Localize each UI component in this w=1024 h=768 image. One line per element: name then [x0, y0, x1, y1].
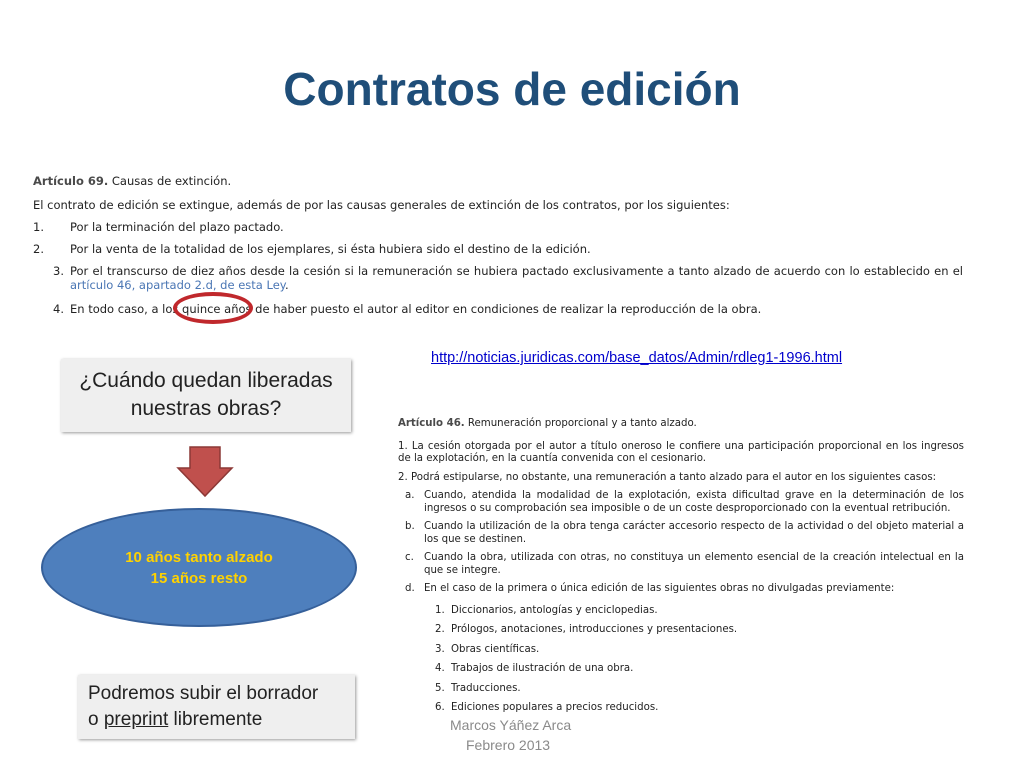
- article-69-intro: El contrato de edición se extingue, además de por las causas generales de extinción de los contratos, por los siguientes:: [33, 198, 730, 212]
- article-69-list: [33, 220, 963, 316]
- work-item: 3. Obras científicas.: [435, 643, 540, 655]
- case-item: a. Cuando, atendida la modalidad de la explotación, exista dificultad grave en la determinación de los ingresos o su comprobación sea imposible o de un coste desproporcionado con la eventual retribución.: [405, 490, 964, 514]
- work-item: 2. Prólogos, anotaciones, introducciones y presentaciones.: [435, 624, 738, 635]
- list-item: 4. En todo caso, a los quince años de haber puesto el autor al editor en condiciones de realizar la reproducción de la obra.: [53, 302, 762, 316]
- down-arrow-icon: [176, 446, 234, 498]
- article-69-heading: [33, 174, 963, 188]
- article-46-label: Artículo 46.: [398, 418, 465, 429]
- case-item: d. En el caso de la primera o única edición de las siguientes obras no divulgadas previamente:: [405, 583, 895, 594]
- article-69-title: Causas de extinción.: [111, 174, 232, 188]
- list-item: 1. Por la terminación del plazo pactado.: [33, 220, 284, 234]
- article-46-reference-link[interactable]: artículo 46, apartado 2.d, de esta Ley: [70, 278, 285, 292]
- article-69-excerpt: [33, 174, 963, 316]
- article-46-paragraph-2: 2. Podrá estipularse, no obstante, una remuneración a tanto alzado para el autor en los siguientes casos:: [398, 471, 937, 483]
- work-item: 4. Trabajos de ilustración de una obra.: [435, 663, 634, 674]
- slide-title: Contratos de edición: [283, 63, 741, 115]
- answer-line-2: 15 años resto: [150, 569, 248, 587]
- article-46-paragraph-1: 1. La cesión otorgada por el autor a título oneroso le confiere una participación proporcional en los ingresos de la explotación, en la cuantía convenida con el cesionario.: [398, 440, 964, 464]
- article-46-excerpt: [398, 418, 964, 722]
- article-46-title: Remuneración proporcional y a tanto alzado.: [467, 418, 697, 429]
- case-item: c. Cuando la obra, utilizada con otras, no constituya un elemento esencial de la creación intelectual en la que se integre.: [405, 552, 964, 576]
- answer-ellipse: [41, 508, 357, 627]
- footer-date: Febrero 2013: [466, 737, 551, 753]
- preprint-note: [78, 675, 355, 739]
- article-46-heading: [398, 418, 964, 431]
- source-url-link[interactable]: http://noticias.juridicas.com/base_datos/Admin/rdleg1-1996.html: [431, 350, 843, 366]
- list-item: 3. Por el transcurso de diez años desde la cesión si la remuneración se hubiera pactado exclusivamente a tanto alzado de acuerdo con lo establecido en el artículo 46, apartado 2.d, de esta Ley.: [53, 264, 963, 292]
- question-box: ¿Cuándo quedan liberadas nuestras obras?: [61, 359, 351, 432]
- highlight-circle: [173, 292, 253, 324]
- article-69-label: Artículo 69.: [33, 174, 109, 188]
- work-item: 6. Ediciones populares a precios reducidos.: [435, 702, 659, 713]
- footer-author: Marcos Yáñez Arca: [450, 717, 572, 733]
- note-line-2: o preprint libremente: [88, 709, 263, 730]
- preprint-term: preprint: [103, 709, 169, 730]
- list-item: 2. Por la venta de la totalidad de los ejemplares, si ésta hubiera sido el destino de la edición.: [33, 242, 591, 256]
- answer-line-1: 10 años tanto alzado: [125, 548, 273, 566]
- work-item: 5. Traducciones.: [435, 682, 521, 694]
- work-item: 1. Diccionarios, antologías y enciclopedias.: [435, 604, 658, 616]
- slide-footer: [450, 715, 571, 755]
- case-item: b. Cuando la utilización de la obra tenga carácter accesorio respecto de la actividad o del objeto material a los que se destinen.: [405, 521, 964, 545]
- note-line-1: Podremos subir el borrador: [88, 683, 319, 704]
